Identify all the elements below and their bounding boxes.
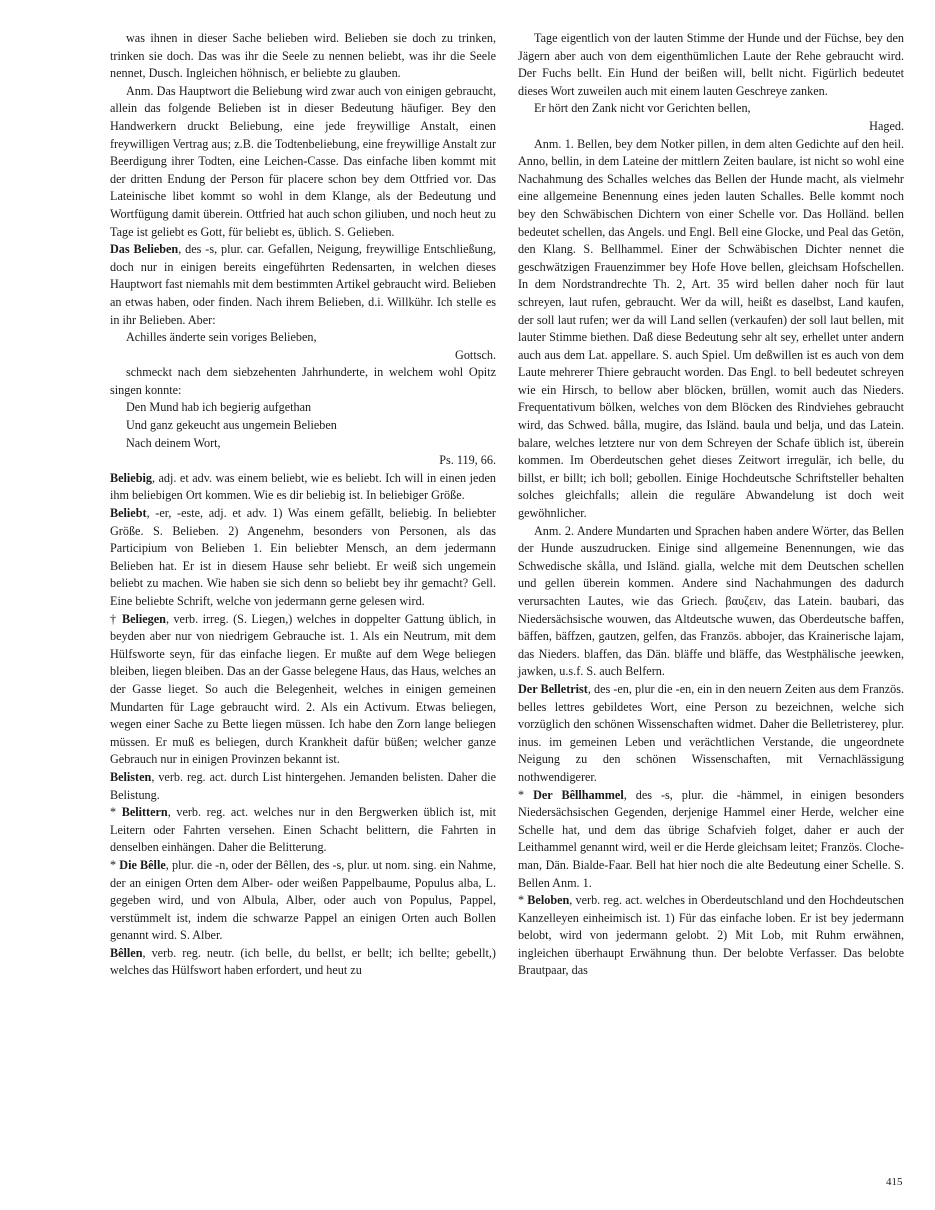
entry-text: , des -en, plur die -en, ein in den neuern Zeiten aus dem Französ. belles lettres gebildetes Wort, eine Person zu bezeichnen, welche sich vorzüglich den schönen Wissenschaften widmet. Daher die Belletristerey, plur. inus. im gemeinen Leben und verächtlichen Verstande, die ungeordnete Neigung zu den schönen Wissenschaften, mit Vernachlässigung nothwendigerer. <box>518 681 904 784</box>
dictionary-entry <box>110 505 496 611</box>
headword: Der Bêllhammel <box>533 787 624 802</box>
entry-text: , verb. reg. act. welches nur in den Bergwerken üblich ist, mit Leitern oder Fahrten versehen. Einen Schacht belittern, die Fahrten in denselben einhängen. Daher die Belitterung. <box>110 805 496 855</box>
entry-text: , des -s, plur. die -hämmel, in einigen besonders Niedersächsischen Gegenden, derjenige Hammel einer Herde, welcher eine Schelle hat, und dem das übrige Schafvieh folget, daher er auch der Leithammel genannt wird, weil er die Herde gleichsam leitet; Französ. Cloche-man, Dän. Bialde-Faar. Bell hat hier noch die alte Bedeutung einer Schelle. S. Bellen Anm. 1. <box>518 787 904 890</box>
dictionary-entry <box>110 857 496 945</box>
entry-text: , verb. reg. act. welches in Oberdeutschland und den Hochdeutschen Kanzelleyen einheimisch ist. 1) Für das einfache loben. Er ist bey jedermann belobt, wird von jedermann gelobt. 2) Mit Lob, mit Ruhm erwähnen, ingleichen überhaupt Erwähnung thun. Der belobte Verfasser. Das belobte Brautpaar, das <box>518 893 904 978</box>
verse-line: Und ganz gekeucht aus ungemein Belieben <box>126 418 337 433</box>
citation-source: Haged. <box>869 118 904 133</box>
dictionary-entry <box>110 611 496 769</box>
dictionary-entry <box>518 681 904 787</box>
citation-source: Ps. 119, 66. <box>439 453 496 468</box>
entry-marker: † <box>110 611 122 626</box>
verse-line: Den Mund hab ich begierig aufgethan <box>126 400 312 415</box>
verse-line: Nach deinem Wort, <box>126 435 221 450</box>
entry-text: Tage eigentlich von der lauten Stimme der Hunde und der Füchse, bey den Jägern aber auch von dem eigenthümlichen Laute der Rehe gebraucht wird. Der Fuchs bellt. Ein Hund der beißen will, bellt nicht. Figürlich bedeutet dieses Wort zuweilen auch mit einem lauten Geschreye zanken. <box>518 31 904 98</box>
dictionary-entry <box>110 769 496 804</box>
entry-text: , verb. irreg. (S. Liegen,) welches in doppelter Gattung üblich, in beyden aber nur von niedrigem Gebrauche ist. 1. Als ein Neutrum, mit dem Hülfsworte seyn, für das einfache liegen. Er mußte auf dem Wege beliegen bleiben, liegen bleiben. Das an der Gasse belegene Haus, das Haus, welches an der Gasse lieget. So auch die Belegenheit, welches in einigen gemeinen Mundarten für Lage gebraucht wird. 2. Als ein Activum. Etwas beliegen, wegen einer Sache zu Bette liegen müssen. Ich habe den Zorn lange beliegen müssen. Er muß es beliegen, durch Krankheit dafür büßen; welcher ganze Gebrauch nur in einigen Provinzen bekannt ist. <box>110 611 497 767</box>
dictionary-entry <box>110 804 496 857</box>
entry-marker: * <box>518 893 528 908</box>
entry-text: , verb. reg. act. durch List hintergehen. Jemanden belisten. Daher die Belistung. <box>110 769 496 802</box>
paragraph <box>110 30 496 83</box>
headword: Beloben <box>527 893 570 908</box>
right-column <box>518 30 904 980</box>
entry-marker: * <box>518 787 534 802</box>
left-column <box>110 30 496 980</box>
entry-text: Anm. 2. Andere Mundarten und Sprachen haben andere Wörter, das Bellen der Hunde auszudrucken. Einige sind allgemeine Benennungen, wie das Schwedische skålla, und Isländ. gialla, welche mit dem Deutschen schellen und gellen überein kommen. Andere sind Nachahmungen des dadurch verursachten Lautes, wie das Griech. βαυζειν, das Latein. baubari, das Niedersächsische wouwen, das Altdeutsche wuwen, das Oberdeutsche baffen, bäffen, bäffzen, gautzen, gelfen, das Französ. abbojer, das Krainerische lajam, das Nieders. blaffen, das Dän. bläffe und bläffe, das Westphälische jeewken, jawken, u.s.f. S. auch Belfern. <box>518 523 904 679</box>
headword: Die Bêlle <box>119 857 166 872</box>
paragraph <box>518 523 904 681</box>
dictionary-entry <box>110 470 496 505</box>
headword: Beliegen <box>121 611 166 626</box>
page-number: 415 <box>886 1176 903 1188</box>
entry-text: , adj. et adv. was einem beliebt, wie es beliebt. Ich will in einen jeden ihm beliebigen Ort kommen. Wie es dir beliebig ist. In beliebiger Größe. <box>110 470 496 503</box>
entry-text: was ihnen in dieser Sache belieben wird. Belieben sie doch zu trinken, trinken sie doch. Das was ihr die Seele zu nennen beliebt, was ihr die Seele nennet, Dusch. Ingleichen höhnisch, er beliebte zu glauben. <box>110 31 496 81</box>
headword: Beliebt <box>110 506 147 521</box>
entry-text: , verb. reg. neutr. (ich belle, du bellst, er bellt; ich bellte; gebellt,) welches das Hülfswort haben erfordert, und heut zu <box>110 945 496 978</box>
entry-text: , des -s, plur. car. Gefallen, Neigung, freywillige Entschließung, doch nur in einigen bereits eingeführten Redensarten, in welchen dieses Hauptwort fast niemahls mit dem bestimmten Artikel gebraucht wird. Belieben an etwas haben, oder finden. Nach ihrem Belieben, d.i. Willkühr. Ich stelle es in ihr Belieben. Aber: <box>110 242 496 327</box>
headword: Beliebig <box>110 470 152 485</box>
verse-line: Er hört den Zank nicht vor Gerichten bellen, <box>534 101 751 116</box>
headword: Bêllen <box>110 945 143 960</box>
headword: Belittern <box>121 805 168 820</box>
headword: Das Belieben <box>110 242 179 257</box>
dictionary-entry <box>518 787 904 893</box>
dictionary-entry <box>110 945 496 980</box>
paragraph <box>110 83 496 241</box>
entry-text: Anm. Das Hauptwort die Beliebung wird zwar auch von einigen gebraucht, allein das folgende Belieben ist in dieser Bedeutung häufiger. Bey den Handwerkern druckt Beliebung, eine jede freywillige Anstalt, einen freywilligen Vertrag aus; z.B. die Todtenbeliebung, eine freywillige Anstalt zur Beerdigung ihrer Todten, eine Leichen-Casse. Das einfache liben kommt mit der dritten Endung der Person für placere schon bey dem Ottfried vor. Das Lateinische libet kommt so wohl in dem Klange, als der Bedeutung und Wortfügung damit überein. Ottfried hat auch schon giliuben, und noch heut zu Tage ist geliebt es Gott, für beliebt es, üblich. S. Gelieben. <box>110 83 496 239</box>
paragraph <box>110 364 496 399</box>
entry-marker: * <box>110 857 120 872</box>
dictionary-entry <box>110 241 496 329</box>
citation-source: Gottsch. <box>455 347 496 362</box>
entry-marker: * <box>110 805 122 820</box>
verse-line: Achilles änderte sein voriges Belieben, <box>126 330 317 345</box>
headword: Belisten <box>110 769 152 784</box>
entry-text: Anm. 1. Bellen, bey dem Notker pillen, in dem alten Gedichte auf den heil. Anno, bellin, in dem Lateine der mittlern Zeiten baulare, ist nicht so wohl eine Nachahmung des Schalles welches das Bellen der Hunde macht, als vielmehr eine allgemeine Benennung eines jeden lauten Schalles. Belle kommt noch bey den Schwäbischen Dichtern von einer Schelle vor. Das Holländ. bellen bedeutet schellen, das Angels. und Engl. Bell eine Glocke, und Peal das Getön, den Klang. S. Bellhammel. Einer der Schwäbischen Dichter nennet die geschwätzigen Frauenzimmer bey Hofe Hove bellen, gleichsam Hofschellen. In dem Nordstrandrechte Th. 2, Art. 35 wird bellen daher noch für laut schreyen, laut rufen, gebraucht. Wer da will, heißt es daselbst, Land kaufen, der soll laut rufen; wer da will Land sellen (verkaufen) der soll laut bellen, mit lauter Stimme biethen. Daß diese Bedeutung sehr alt sey, erhellet unter andern auch aus dem Lat. appellare. S. auch Spiel. Um deßwillen ist es auch von dem Laute mehrerer Thiere gebraucht worden. Das Engl. to bell bedeutet schreyen wie ein Hirsch, to bellow aber blöcken, brüllen, womit auch das Nieders. Frequentativum bölken, welches von dem Blöcken des Rindviehes gebraucht wird, das Schwed. bålla, mugire, das Isländ. baula und belja, und das Latein. balare, welches letztere nur von dem Schreyen der Schafe üblich ist, überein kommen. Im Oberdeutschen gehet dieses Zeitwort irregulär, ich belle, du billst, er billt; ich boll; gebollen. Einige Hochdeutsche Schriftsteller behalten solches gleichfalls; allein die reguläre Abwandelung ist doch weit gewöhnlicher. <box>518 136 904 521</box>
entry-text: , -er, -este, adj. et adv. 1) Was einem gefällt, beliebig. In beliebter Größe. S. Belieben. 2) Angenehm, besonders von Personen, als das Participium von Belieben 1. Ein beliebter Mensch, an dem jedermann Belieben hat. Er ist in diesem Hause sehr beliebt. Er weiß sich ungemein beliebt zu machen. Wie haben sie sich denn so beliebt bey ihr gemacht? Gell. Eine beliebte Schrift, welche von jedermann gerne gelesen wird. <box>110 506 496 608</box>
dictionary-entry <box>518 892 904 980</box>
headword: Der Belletrist <box>518 681 588 696</box>
paragraph <box>518 136 904 523</box>
entry-text: schmeckt nach dem siebzehenten Jahrhunderte, in welchem wohl Opitz singen konnte: <box>110 365 496 397</box>
entry-text: , plur. die -n, oder der Bêllen, des -s, plur. ut nom. sing. ein Nahme, der an einigen Orten dem Alber- oder weißen Pappelbaume, Populus alba, L. gegeben wird, und von Albula, Alber, oder auch von Populus, Pappel, verstümmelt ist, indem die schwarze Pappel an einigen Orten auch Bollen genannt wird. S. Alber. <box>110 857 496 943</box>
paragraph <box>518 30 904 100</box>
